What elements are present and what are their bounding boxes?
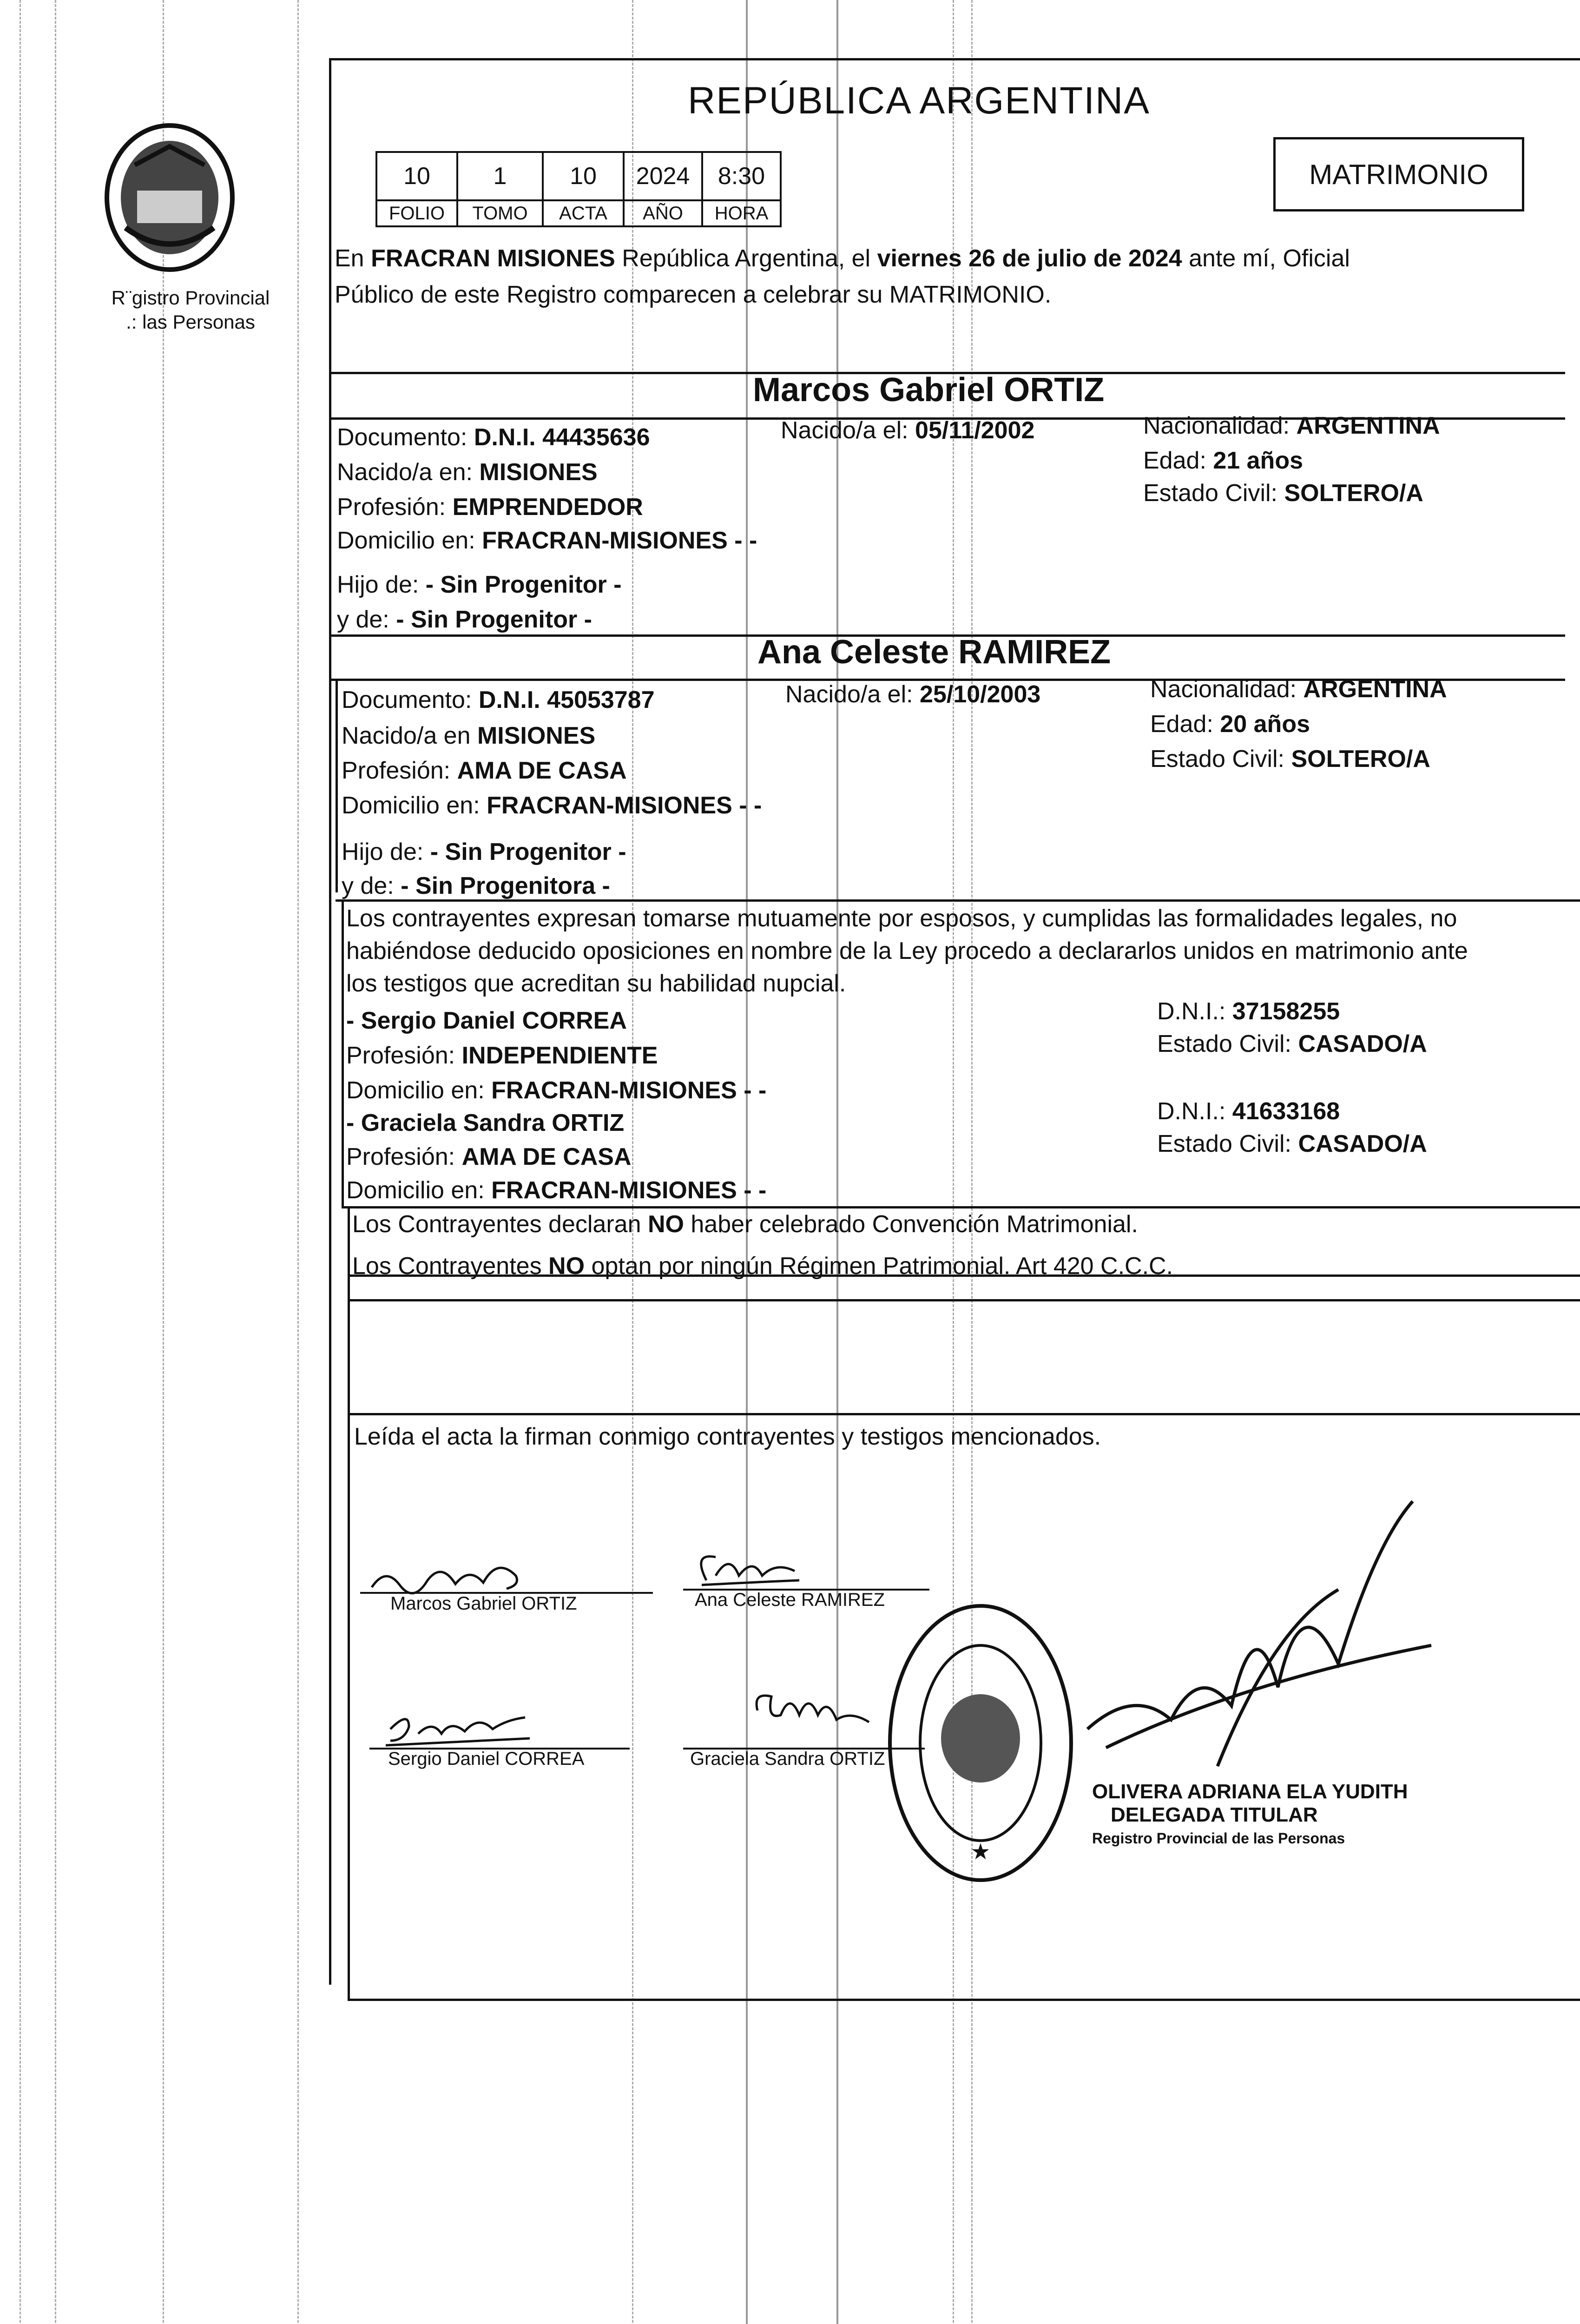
intro-line-2: Público de este Registro comparecen a celebrar su MATRIMONIO.: [335, 281, 1052, 308]
divider: [348, 1999, 1580, 2001]
divider: [348, 1274, 1580, 1277]
value: CASADO/A: [1298, 1130, 1427, 1157]
spouse2-age: [1150, 707, 1310, 741]
declaration-line-3: los testigos que acreditan su habilidad nupcial.: [346, 970, 846, 997]
spouse1-parent-1: [337, 568, 622, 601]
spouse1-name: Marcos Gabriel ORTIZ: [753, 371, 1105, 409]
label: Profesión:: [337, 494, 453, 521]
value: ARGENTINA: [1303, 676, 1447, 703]
label: Documento:: [337, 424, 474, 451]
intro-text: En: [335, 245, 371, 272]
country-title: REPÚBLICA ARGENTINA: [688, 79, 1150, 122]
witness2-address: [346, 1174, 766, 1207]
signature-label-2: Ana Celeste RAMIREZ: [695, 1590, 885, 1610]
scan-artifact-line: [163, 0, 164, 2324]
signature-label-3: Sergio Daniel CORREA: [388, 1749, 585, 1769]
spouse1-civil-status: [1143, 476, 1423, 510]
official-name-stamp: [1092, 1780, 1408, 1850]
label: Domicilio en:: [337, 527, 482, 554]
signature-marcos: [367, 1548, 534, 1599]
label: D.N.I.:: [1157, 998, 1232, 1025]
signature-graciela: [744, 1683, 883, 1743]
scan-artifact-line: [20, 0, 21, 2324]
intro-text: República Argentina, el: [615, 245, 877, 272]
label: Edad:: [1143, 447, 1213, 474]
spouse1-birthdate: [781, 414, 1034, 447]
label: Profesión:: [342, 757, 457, 784]
spouse2-parent-1: [342, 835, 626, 869]
hour-value: 8:30: [702, 152, 781, 200]
value: D.N.I. 45053787: [478, 687, 655, 713]
text: optan por ningún Régimen Patrimonial. Art 420 C.C.C.: [585, 1253, 1173, 1280]
label: D.N.I.:: [1157, 1098, 1232, 1125]
spouse2-civil-status: [1150, 742, 1430, 776]
label: Nacido/a en:: [337, 459, 480, 486]
hour-label: HORA: [702, 200, 781, 226]
value: - Sin Progenitor -: [396, 606, 592, 633]
witness2-profession: [346, 1140, 632, 1174]
label: Edad:: [1150, 711, 1220, 738]
value: - Sin Progenitora -: [401, 872, 610, 899]
spouse2-birthdate: [785, 678, 1040, 711]
value: 21 años: [1213, 447, 1303, 474]
signature-sergio: [381, 1701, 534, 1752]
official-signature: [1078, 1487, 1441, 1813]
spouse2-address: [342, 789, 762, 822]
label: Nacido/a en: [342, 722, 477, 749]
value: FRACRAN-MISIONES - -: [482, 527, 757, 554]
value: 05/11/2002: [915, 417, 1035, 444]
witness1-dni: [1157, 995, 1340, 1028]
label: Nacionalidad:: [1150, 676, 1304, 703]
text: Los Contrayentes declaran: [352, 1211, 648, 1238]
label: Hijo de:: [337, 571, 426, 598]
value: - Sin Progenitor -: [425, 571, 622, 598]
act-type-label: MATRIMONIO: [1309, 158, 1488, 190]
declaration-line-2: habiéndose deducido oposiciones en nombre de la Ley procedo a declararlos unidos en matrimonio ante: [346, 938, 1468, 964]
value: FRACRAN-MISIONES - -: [491, 1077, 767, 1104]
ceremony-date: viernes 26 de julio de 2024: [877, 245, 1182, 272]
divider: [336, 679, 338, 892]
text: haber celebrado Convención Matrimonial.: [684, 1211, 1138, 1238]
value: 41633168: [1232, 1098, 1340, 1125]
spouse2-document: [342, 683, 655, 717]
official-registry-stamp: [883, 1599, 1078, 1887]
spouse1-profession: [337, 490, 643, 524]
official-office: Registro Provincial de las Personas: [1092, 1830, 1345, 1847]
witness1-name: - Sergio Daniel CORREA: [346, 1007, 627, 1034]
folio-value: 10: [376, 152, 457, 200]
spouse1-birthplace: [337, 456, 598, 489]
scan-artifact-line: [55, 0, 56, 2324]
divider: [342, 899, 344, 1206]
scan-artifact-line: [297, 0, 299, 2324]
label: Estado Civil:: [1143, 480, 1284, 507]
official-name: OLIVERA ADRIANA ELA YUDITH: [1092, 1780, 1408, 1803]
divider: [348, 1413, 1580, 1415]
value: MISIONES: [477, 722, 596, 749]
label: Domicilio en:: [346, 1177, 492, 1204]
signature-label-4: Graciela Sandra ORTIZ: [690, 1749, 885, 1769]
value: INDEPENDIENTE: [461, 1042, 658, 1069]
witness1-profession: [346, 1039, 658, 1072]
witness1-address: [346, 1074, 766, 1107]
label: Domicilio en:: [346, 1077, 492, 1104]
spouse1-age: [1143, 444, 1303, 477]
spouse1-document: [337, 421, 650, 454]
closing-statement: Leída el acta la firman conmigo contrayentes y testigos mencionados.: [354, 1423, 1101, 1450]
spouse1-nationality: [1143, 409, 1440, 442]
value: D.N.I. 44435636: [474, 424, 650, 451]
declaration-line-1: Los contrayentes expresan tomarse mutuamente por esposos, y cumplidas las formalidades legales, no: [346, 905, 1457, 932]
label: Domicilio en:: [342, 792, 487, 819]
folio-label: FOLIO: [376, 200, 457, 226]
spouse1-parent-2: [337, 603, 592, 636]
spouse2-parent-2: [342, 869, 610, 903]
value: 25/10/2003: [920, 681, 1041, 708]
emphasis: NO: [647, 1211, 684, 1238]
signature-ana: [688, 1543, 809, 1594]
act-type-box: [1273, 137, 1524, 211]
witness2-civil-status: [1157, 1127, 1427, 1161]
intro-line-1: [335, 242, 1580, 275]
value: SOLTERO/A: [1284, 480, 1423, 507]
tomo-value: 1: [457, 152, 543, 200]
year-value: 2024: [624, 152, 702, 200]
value: EMPRENDEDOR: [452, 494, 643, 521]
label: Profesión:: [346, 1143, 462, 1170]
caption-line-1: R¨gistro Provincial: [111, 287, 270, 309]
spouse2-profession: [342, 754, 627, 787]
registry-caption: [93, 286, 288, 334]
label: Nacionalidad:: [1143, 412, 1297, 439]
tomo-label: TOMO: [457, 200, 543, 226]
label: Profesión:: [346, 1042, 462, 1069]
intro-text: ante mí, Oficial: [1182, 245, 1350, 272]
year-label: AÑO: [624, 200, 702, 226]
label: Estado Civil:: [1157, 1030, 1298, 1057]
label: Hijo de:: [342, 838, 430, 865]
label: Estado Civil:: [1157, 1130, 1298, 1157]
witness2-name: - Graciela Sandra ORTIZ: [346, 1109, 625, 1136]
official-title: DELEGADA TITULAR: [1111, 1803, 1318, 1826]
signature-label-1: Marcos Gabriel ORTIZ: [390, 1593, 577, 1614]
acta-value: 10: [543, 152, 624, 200]
label: Nacido/a el:: [785, 681, 920, 708]
value: 20 años: [1220, 711, 1310, 738]
witness1-civil-status: [1157, 1027, 1427, 1061]
divider: [348, 1206, 350, 1999]
record-table: [375, 151, 782, 227]
convention-line-1: [352, 1208, 1138, 1241]
spouse2-nationality: [1150, 673, 1447, 706]
caption-line-2: .: las Personas: [126, 311, 255, 333]
spouse1-address: [337, 524, 757, 557]
value: - Sin Progenitor -: [430, 838, 626, 865]
value: AMA DE CASA: [461, 1143, 632, 1170]
value: SOLTERO/A: [1291, 746, 1430, 772]
provincial-seal-logo: [93, 121, 246, 274]
label: Estado Civil:: [1150, 746, 1291, 772]
label: Nacido/a el:: [781, 417, 915, 444]
emphasis: NO: [548, 1253, 585, 1280]
divider: [348, 1299, 1580, 1301]
acta-label: ACTA: [543, 200, 624, 226]
spouse2-name: Ana Celeste RAMIREZ: [757, 634, 1111, 671]
label: y de:: [337, 606, 396, 633]
value: 37158255: [1232, 998, 1340, 1025]
spouse2-birthplace: [342, 719, 595, 753]
stamp-star-icon: ★: [970, 1839, 991, 1865]
value: CASADO/A: [1298, 1030, 1427, 1057]
label: Documento:: [342, 687, 479, 713]
value: ARGENTINA: [1296, 412, 1440, 439]
label: y de:: [342, 872, 401, 899]
value: MISIONES: [479, 459, 598, 486]
value: FRACRAN-MISIONES - -: [487, 792, 762, 819]
witness2-dni: [1157, 1095, 1340, 1128]
value: FRACRAN-MISIONES - -: [491, 1177, 767, 1204]
text: Los Contrayentes: [352, 1253, 549, 1280]
ceremony-place: FRACRAN MISIONES: [371, 245, 615, 272]
value: AMA DE CASA: [457, 757, 627, 784]
convention-line-2: [352, 1249, 1173, 1283]
